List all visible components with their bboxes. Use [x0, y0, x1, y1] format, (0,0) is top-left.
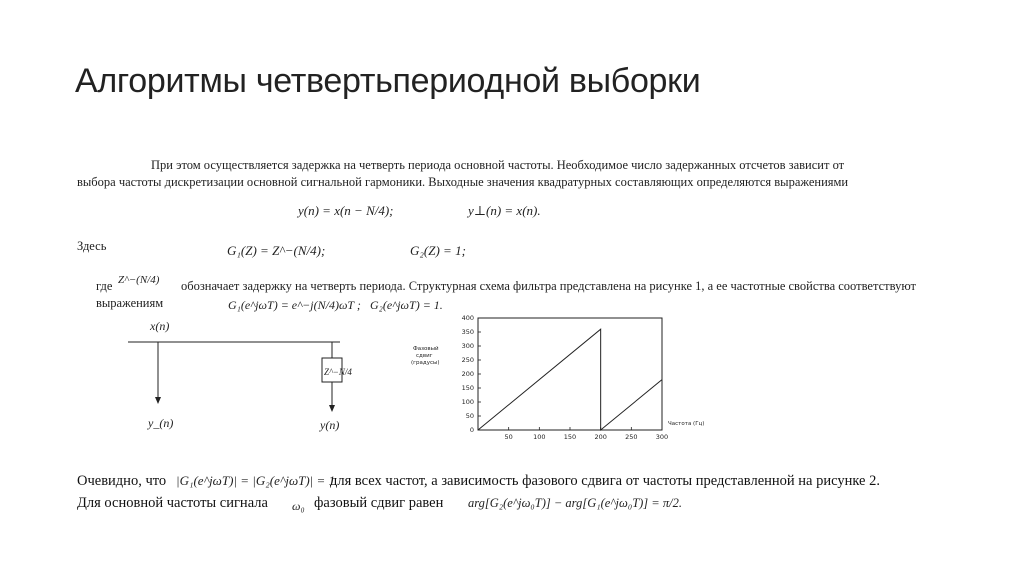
equation-y-perp: y⊥(n) = x(n). [468, 203, 541, 218]
diagram-output-left: y_(n) [148, 416, 174, 430]
bottom-equation-2: arg[G₂(e^jω₀T)] − arg[G₁(e^jω₀T)] = π/2. [468, 496, 682, 510]
phase-chart [400, 312, 730, 444]
chart-ylabel-line-3: (градусы) [411, 360, 440, 366]
equation-g2: G₂(Z) = 1; [410, 243, 466, 258]
y-tick-label: 300 [461, 342, 474, 350]
y-tick-label: 50 [465, 412, 474, 420]
block-diagram [110, 315, 380, 440]
slide-title: Алгоритмы четвертьпериодной выборки [75, 62, 701, 100]
y-tick-label: 400 [461, 314, 474, 322]
paragraph-line-1: При этом осуществляется задержка на четверть периода основной частоты. Необходимое число задержанных отсчетов зависит от [151, 158, 845, 172]
y-tick-label: 150 [461, 384, 474, 392]
omega0-symbol: ω₀ [292, 499, 305, 513]
y-tick-label: 0 [469, 426, 474, 434]
where-prefix: где [96, 279, 113, 293]
chart-ylabel-line-1: Фазовый [413, 346, 439, 352]
bottom-line-2-mid: фазовый сдвиг равен [314, 495, 444, 511]
equation-freq-g1: G₁(e^jωT) = e^−j(N/4)ωT ; [228, 298, 361, 312]
bottom-equation-1: |G₁(e^jωT)| = |G₂(e^jωT)| = 1 [176, 473, 336, 488]
diagram-input-label: x(n) [150, 319, 170, 333]
where-text: обозначает задержку на четверть периода. Структурная схема фильтра представлена на рисунке 1, а ее частотные свойства соответствуют [181, 279, 916, 293]
y-tick-label: 250 [461, 356, 474, 364]
equation-y: y(n) = x(n − N/4); [298, 203, 394, 218]
diagram-output-right: y(n) [320, 418, 340, 432]
paragraph-line-2: выбора частоты дискретизации основной сигнальной гармоники. Выходные значения квадратурных составляющих определяются выражениями [77, 175, 849, 189]
y-tick-label: 350 [461, 328, 474, 336]
chart-xlabel: Частота (Гц) [668, 421, 705, 427]
y-tick-label: 200 [461, 370, 474, 378]
bottom-line-1-prefix: Очевидно, что [77, 473, 167, 489]
where-symbol: Z^−(N/4) [118, 274, 160, 286]
here-label: Здесь [77, 239, 107, 253]
x-tick-label: 100 [533, 433, 546, 441]
x-tick-label: 150 [563, 433, 577, 441]
x-tick-label: 250 [625, 433, 638, 441]
chart-plot-area [478, 318, 662, 430]
x-tick-label: 50 [504, 433, 513, 441]
y-tick-label: 100 [461, 398, 474, 406]
chart-ylabel-line-2: сдвиг [416, 353, 433, 359]
delay-block-label: Z^−N/4 [324, 367, 352, 377]
x-tick-label: 300 [655, 433, 669, 441]
x-tick-label: 200 [594, 433, 607, 441]
bottom-line-1-suffix: для всех частот, а зависимость фазового сдвига от частоты представленной на рисунке 2. [330, 473, 880, 489]
expressions-label: выражениям [96, 296, 164, 310]
equation-g1: G₁(Z) = Z^−(N/4); [227, 243, 326, 258]
equation-freq-g2: G₂(e^jωT) = 1. [370, 298, 443, 312]
bottom-line-2-prefix: Для основной частоты сигнала [77, 495, 268, 511]
